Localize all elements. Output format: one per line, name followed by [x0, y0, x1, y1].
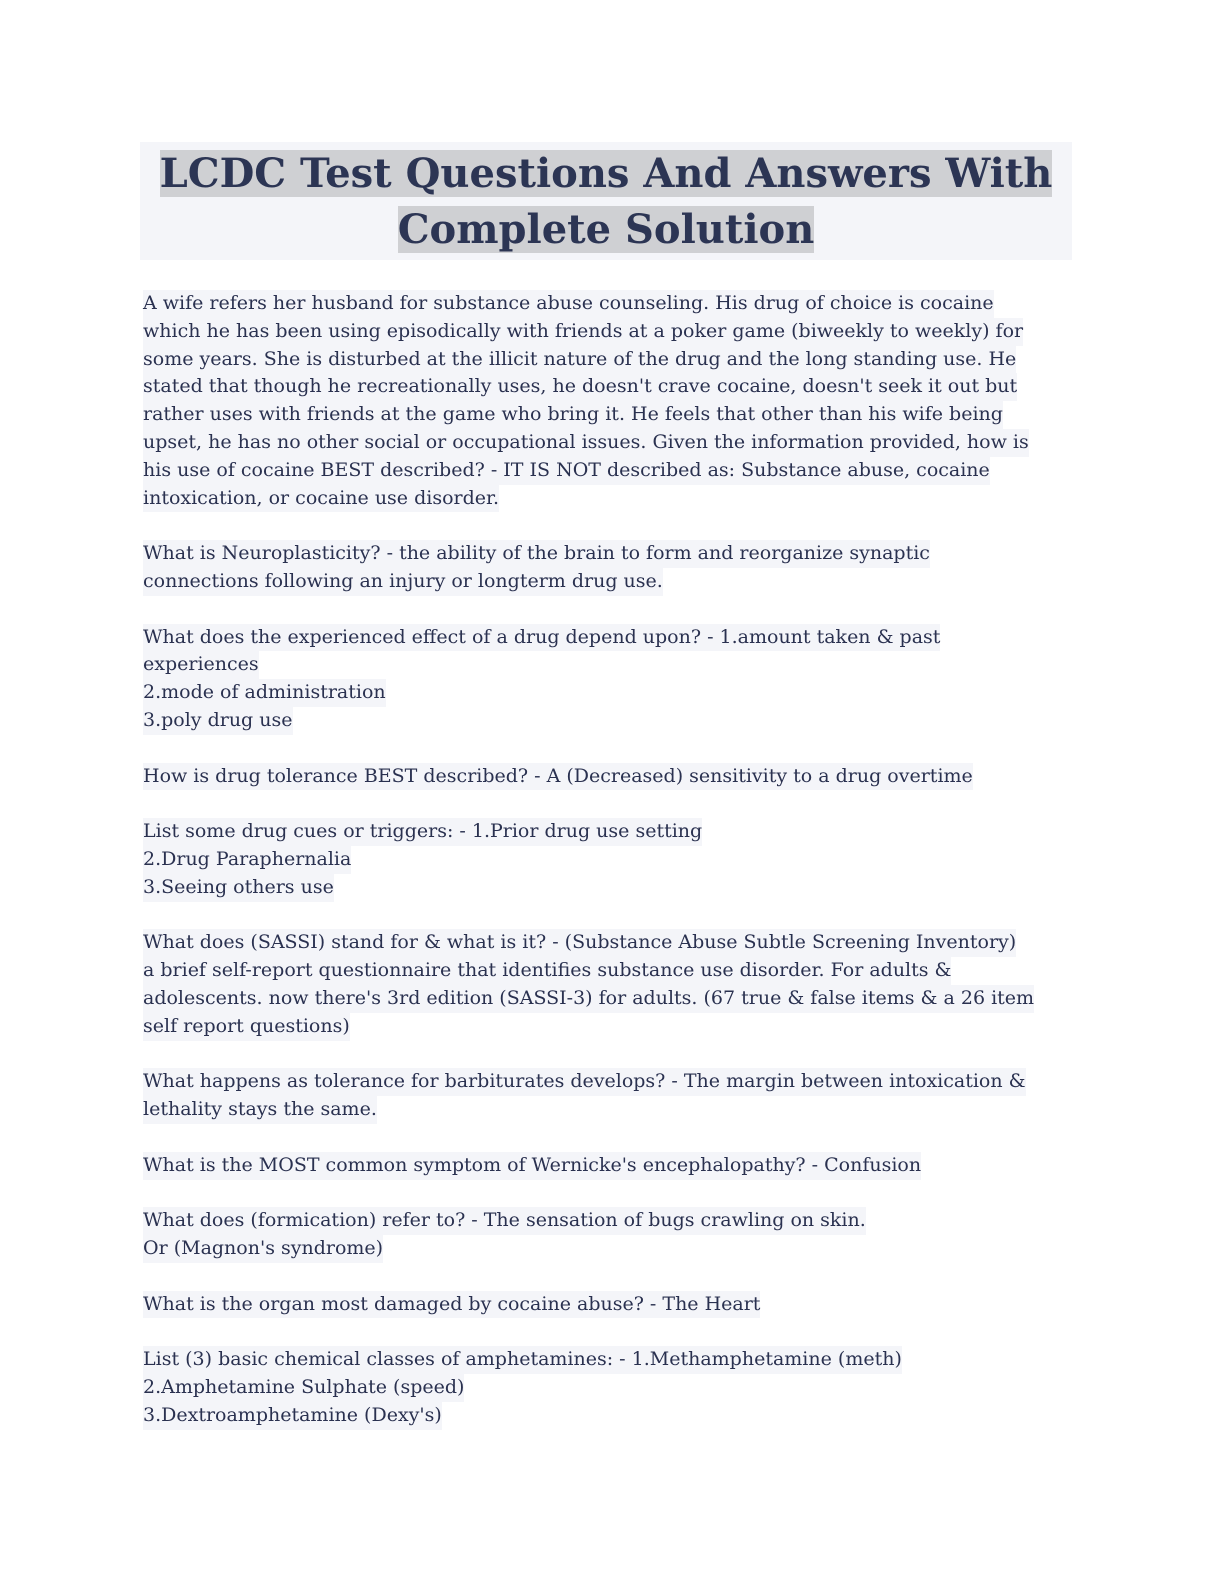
- text-line: Or (Magnon's syndrome): [143, 1235, 383, 1263]
- qa-list: [140, 290, 1072, 1430]
- document-page: [140, 142, 1072, 1457]
- text-line: his use of cocaine BEST described? - IT IS NOT described as: Substance abuse, cocaine: [143, 457, 990, 485]
- text-line: lethality stays the same.: [143, 1096, 377, 1124]
- text-line: upset, he has no other social or occupational issues. Given the information provided, how is: [143, 429, 1029, 457]
- qa-item: [143, 1207, 1072, 1263]
- text-line: 2.mode of administration: [143, 679, 386, 707]
- text-line: connections following an injury or longterm drug use.: [143, 568, 663, 596]
- text-line: 3.Dextroamphetamine (Dexy's): [143, 1402, 442, 1430]
- text-line: What happens as tolerance for barbiturates develops? - The margin between intoxication &: [143, 1068, 1026, 1096]
- text-line: A wife refers her husband for substance abuse counseling. His drug of choice is cocaine: [143, 290, 994, 318]
- text-line: How is drug tolerance BEST described? - A (Decreased) sensitivity to a drug overtime: [143, 763, 973, 791]
- text-line: adolescents. now there's 3rd edition (SASSI-3) for adults. (67 true & false items & a 26 item: [143, 985, 1034, 1013]
- qa-item: [143, 1346, 1072, 1429]
- qa-item: [143, 763, 1072, 791]
- title-line: Complete Solution: [397, 206, 815, 253]
- text-line: What does (formication) refer to? - The sensation of bugs crawling on skin.: [143, 1207, 866, 1235]
- text-line: What does the experienced effect of a drug depend upon? - 1.amount taken & past: [143, 624, 940, 652]
- qa-item: [143, 1068, 1072, 1124]
- text-line: experiences: [143, 651, 259, 679]
- qa-item: [143, 929, 1072, 1040]
- qa-item: [143, 818, 1072, 901]
- text-line: 3.Seeing others use: [143, 874, 334, 902]
- text-line: which he has been using episodically with friends at a poker game (biweekly to weekly) for: [143, 318, 1023, 346]
- qa-item: [143, 624, 1072, 735]
- text-line: What is the organ most damaged by cocaine abuse? - The Heart: [143, 1291, 760, 1319]
- document-title: [140, 142, 1072, 260]
- qa-item: [143, 1152, 1072, 1180]
- text-line: a brief self-report questionnaire that identifies substance use disorder. For adults &: [143, 957, 951, 985]
- title-line: LCDC Test Questions And Answers With: [159, 150, 1053, 197]
- text-line: What is Neuroplasticity? - the ability of the brain to form and reorganize synaptic: [143, 540, 930, 568]
- qa-item: [143, 1291, 1072, 1319]
- text-line: List some drug cues or triggers: - 1.Prior drug use setting: [143, 818, 702, 846]
- text-line: intoxication, or cocaine use disorder.: [143, 485, 499, 513]
- text-line: List (3) basic chemical classes of amphetamines: - 1.Methamphetamine (meth): [143, 1346, 902, 1374]
- text-line: 2.Drug Paraphernalia: [143, 846, 351, 874]
- text-line: some years. She is disturbed at the illicit nature of the drug and the long standing use. He: [143, 346, 1016, 374]
- text-line: rather uses with friends at the game who bring it. He feels that other than his wife being: [143, 401, 1003, 429]
- text-line: What does (SASSI) stand for & what is it? - (Substance Abuse Subtle Screening Inventory): [143, 929, 1016, 957]
- text-line: What is the MOST common symptom of Wernicke's encephalopathy? - Confusion: [143, 1152, 921, 1180]
- qa-item: [143, 540, 1072, 596]
- text-line: self report questions): [143, 1013, 350, 1041]
- text-line: 2.Amphetamine Sulphate (speed): [143, 1374, 464, 1402]
- text-line: 3.poly drug use: [143, 707, 293, 735]
- text-line: stated that though he recreationally uses, he doesn't crave cocaine, doesn't seek it out but: [143, 373, 1017, 401]
- qa-item: [143, 290, 1072, 512]
